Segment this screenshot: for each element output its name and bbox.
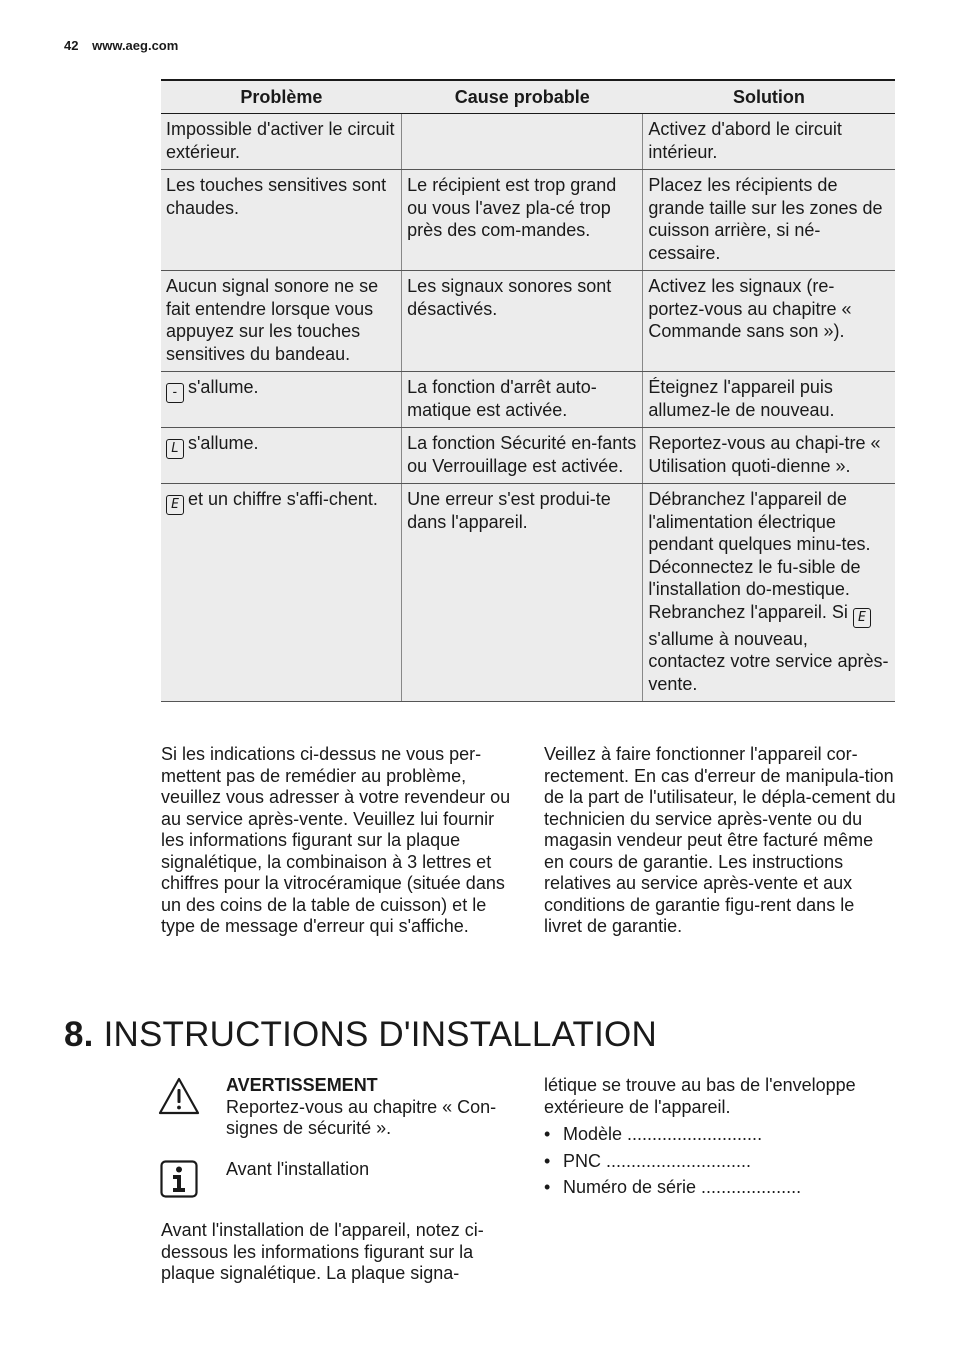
list-item (544, 1124, 896, 1146)
page-header (64, 38, 178, 53)
cause-cell: Le récipient est trop grand ou vous l'avez pla-cé trop près des com-mandes. (402, 170, 643, 271)
installation-continuation (544, 1075, 896, 1204)
bullet: • (544, 1124, 551, 1144)
solution-cell: Activez d'abord le circuit intérieur. (643, 114, 895, 170)
info-icon (160, 1160, 198, 1198)
cause-cell: La fonction Sécurité en-fants ou Verrouillage est activée. (402, 428, 643, 484)
list-item-text: Modèle ........................... (563, 1124, 763, 1144)
page-number: 42 (64, 38, 79, 53)
table-row (161, 170, 895, 271)
section-number: 8. (64, 1015, 94, 1054)
problem-cell (161, 428, 402, 484)
problem-cell: Aucun signal sonore ne se fait entendre lorsque vous appuyez sur les touches sensitives du bandeau. (161, 271, 402, 372)
solution-cell: Placez les récipients de grande taille sur les zones de cuisson arrière, si né-cessaire. (643, 170, 895, 271)
info-text: Avant l'installation (226, 1159, 370, 1179)
cause-cell: La fonction d'arrêt auto-matique est activée. (402, 372, 643, 428)
table-row (161, 428, 895, 484)
problem-text: s'allume. (188, 433, 259, 453)
cause-cell: Les signaux sonores sont désactivés. (402, 271, 643, 372)
table-row (161, 484, 895, 702)
list-item-text: Numéro de série .................... (563, 1177, 802, 1197)
website-url: www.aeg.com (92, 38, 179, 53)
error-display-symbol-icon: E (166, 495, 184, 515)
rating-plate-list (544, 1124, 896, 1199)
table-row (161, 372, 895, 428)
solution-text-before: Débranchez l'appareil de l'alimentation électrique pendant quelques minu-tes. Déconnectez le fu-sible de l'installation do-mestique. Rebranchez l'appareil. Si (648, 489, 871, 622)
list-item (544, 1177, 896, 1199)
list-item-text: PNC ............................. (563, 1150, 752, 1171)
warning-text: Reportez-vous au chapitre « Con-signes de sécurité ». (226, 1096, 497, 1138)
installation-intro-paragraph: Avant l'installation de l'appareil, notez ci-dessous les informations figurant sur la plaque signalétique. La plaque signa- (161, 1220, 484, 1283)
table-row (161, 271, 895, 372)
table-row (161, 114, 895, 170)
dash-display-symbol-icon: - (166, 383, 184, 403)
problem-text: et un chiffre s'affi-chent. (188, 489, 378, 509)
cause-cell: Une erreur s'est produi-te dans l'appareil. (402, 484, 643, 702)
problem-cell: Impossible d'activer le circuit extérieur. (161, 114, 402, 170)
solution-cell (643, 484, 895, 702)
installation-continuation-text: létique se trouve au bas de l'enveloppe extérieure de l'appareil. (544, 1075, 856, 1117)
solution-cell: Activez les signaux (re-portez-vous au chapitre « Commande sans son »). (643, 271, 895, 372)
solution-text-after: s'allume à nouveau, contactez votre service après-vente. (648, 628, 889, 694)
solution-cell: Éteignez l'appareil puis allumez-le de nouveau. (643, 372, 895, 428)
section-title-text: INSTRUCTIONS D'INSTALLATION (103, 1015, 657, 1054)
bullet: • (544, 1177, 551, 1197)
table-header-row (161, 80, 895, 114)
problem-text: s'allume. (188, 377, 259, 397)
service-contact-paragraph: Si les indications ci-dessus ne vous per-mettent pas de remédier au problème, veuillez vous adresser à votre revendeur ou au service après-vente. Veuillez lui fournir les informations figurant sur la plaque signalétique, la combinaison à 3 lettres et chiffres pour la vitrocéramique (située dans un des coins de la table de cuisson) et le type de message d'erreur qui s'affiche. (161, 744, 511, 936)
list-item (544, 1151, 896, 1173)
bullet: • (544, 1150, 551, 1171)
warning-block (226, 1075, 521, 1140)
column-header-problem: Problème (161, 80, 402, 114)
troubleshooting-table (161, 79, 895, 702)
lock-display-symbol-icon: L (166, 439, 184, 459)
problem-cell (161, 484, 402, 702)
problem-cell: Les touches sensitives sont chaudes. (161, 170, 402, 271)
warning-triangle-icon (158, 1076, 200, 1116)
warning-title: AVERTISSEMENT (226, 1075, 378, 1095)
column-header-cause: Cause probable (402, 80, 643, 114)
section-title (64, 1015, 657, 1055)
problem-cell (161, 372, 402, 428)
solution-cell: Reportez-vous au chapi-tre « Utilisation quoti-dienne ». (643, 428, 895, 484)
column-header-solution: Solution (643, 80, 895, 114)
error-display-symbol-icon: E (853, 608, 871, 628)
cause-cell (402, 114, 643, 170)
warranty-paragraph: Veillez à faire fonctionner l'appareil cor-rectement. En cas d'erreur de manipula-tion de la part de l'utilisateur, le dépla-cement du technicien du service après-vente ou du magasin vendeur peut être facturé même en cours de garantie. Les instructions relatives au service après-vente et aux conditions de garantie figu-rent dans le livret de garantie. (544, 744, 896, 936)
